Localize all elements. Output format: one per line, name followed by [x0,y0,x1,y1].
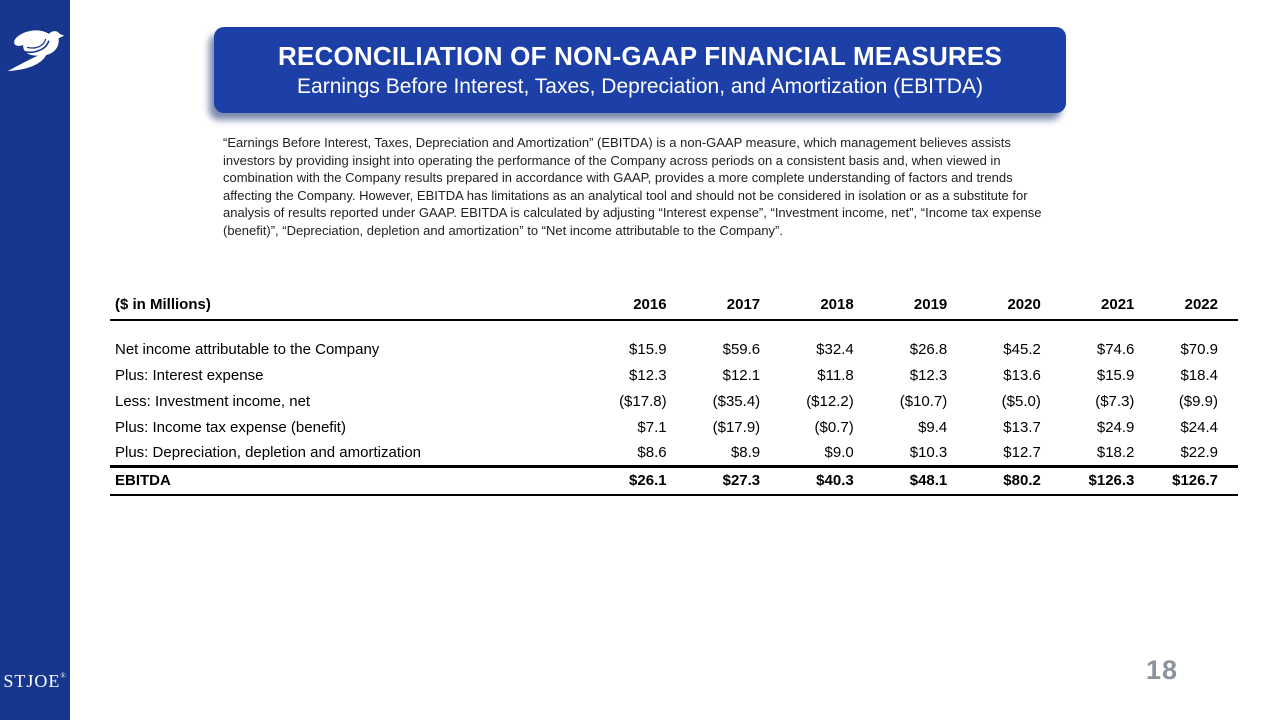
cell-value: $15.9 [629,340,667,358]
table-header-row [110,292,1238,320]
table-row [110,362,1238,388]
row-label: Less: Investment income, net [115,392,311,410]
unit-label: ($ in Millions) [110,292,583,320]
cell-value: ($5.0) [1001,392,1041,410]
cell-value: $18.4 [1180,366,1218,384]
table-row [110,440,1238,467]
spacer-row [110,320,1238,336]
year-header: 2021 [1051,292,1145,320]
cell-value: $74.6 [1096,340,1135,358]
year-header: 2017 [677,292,771,320]
cell-value: $12.1 [722,366,761,384]
table-row [110,336,1238,362]
cell-value: $8.9 [730,444,761,461]
company-logo-text: STJOE® [3,671,67,691]
year-header: 2020 [957,292,1051,320]
cell-value: $22.9 [1180,444,1218,461]
cell-value: $24.4 [1180,418,1218,436]
ebitda-total-row [110,467,1238,495]
cell-value: $26.8 [909,340,948,358]
cell-value: ($7.3) [1095,392,1135,410]
ebitda-reconciliation-table [110,292,1238,496]
year-header: 2016 [583,292,677,320]
year-header: 2019 [864,292,958,320]
cell-value: $12.7 [1003,444,1041,461]
cell-value: $13.7 [1003,418,1041,436]
brand-sidebar [0,0,70,720]
row-label: Plus: Depreciation, depletion and amortization [115,444,422,461]
cell-value: $11.8 [817,366,854,384]
cell-value: ($9.9) [1178,392,1218,410]
ebitda-disclaimer-text: “Earnings Before Interest, Taxes, Depreciation and Amortization” (EBITDA) is a non-GAAP measure, which management believes assists investors by providing insight into operating the performance of the Company across periods on a consistent basis and, when viewed in combination with the Company results prepared in accordance with GAAP, provides a more complete understanding of factors and trends affecting the Company. However, EBITDA has limitations as an analytical tool and should not be considered in isolation or as a substitute for analysis of results reported under GAAP. EBITDA is calculated by adjusting “Interest expense”, “Investment income, net”, “Income tax expense (benefit)”, “Depreciation, depletion and amortization” to “Net income attributable to the Company”. [223,135,1042,238]
cell-value: $12.3 [909,366,948,384]
cell-value: $13.6 [1003,366,1041,384]
slide-title: RECONCILIATION OF NON-GAAP FINANCIAL MEASURES [277,41,1002,71]
cell-value: $15.9 [1096,366,1135,384]
row-label: Net income attributable to the Company [115,340,380,358]
title-banner [214,27,1066,113]
total-cell-value: $27.3 [677,467,771,495]
cell-value: ($17.9) [712,418,761,436]
cell-value: $18.2 [1096,444,1135,461]
page-number: 18 [1146,655,1179,685]
cell-value: $32.4 [816,340,854,358]
cell-value: ($12.2) [806,392,854,410]
table-row [110,414,1238,440]
cell-value: $10.3 [909,444,948,461]
cell-value: $7.1 [637,418,667,436]
cell-value: $45.2 [1003,340,1041,358]
table-row [110,388,1238,414]
total-cell-value: $80.2 [957,467,1051,495]
total-cell-value: $40.3 [770,467,864,495]
cell-value: $59.6 [722,340,761,358]
total-cell-value: $26.1 [583,467,677,495]
cell-value: $24.9 [1096,418,1135,436]
cell-value: $9.0 [824,444,854,461]
total-cell-value: $48.1 [864,467,958,495]
year-header: 2022 [1144,292,1238,320]
cell-value: ($10.7) [899,392,948,410]
cell-value: $9.4 [918,418,948,436]
row-label: Plus: Income tax expense (benefit) [115,418,346,436]
bird-logo-icon [4,10,66,90]
cell-value: $12.3 [629,366,667,384]
logo-trademark: ® [60,672,67,680]
cell-value: ($17.8) [619,392,667,410]
total-cell-value: $126.3 [1051,467,1145,495]
year-header: 2018 [770,292,864,320]
slide-subtitle: Earnings Before Interest, Taxes, Depreciation, and Amortization (EBITDA) [297,75,983,98]
total-cell-value: $126.7 [1144,467,1238,495]
total-row-label: EBITDA [110,467,583,495]
row-label: Plus: Interest expense [115,366,264,384]
cell-value: $70.9 [1180,340,1218,358]
cell-value: ($0.7) [814,418,854,436]
cell-value: $8.6 [637,444,667,461]
cell-value: ($35.4) [712,392,761,410]
